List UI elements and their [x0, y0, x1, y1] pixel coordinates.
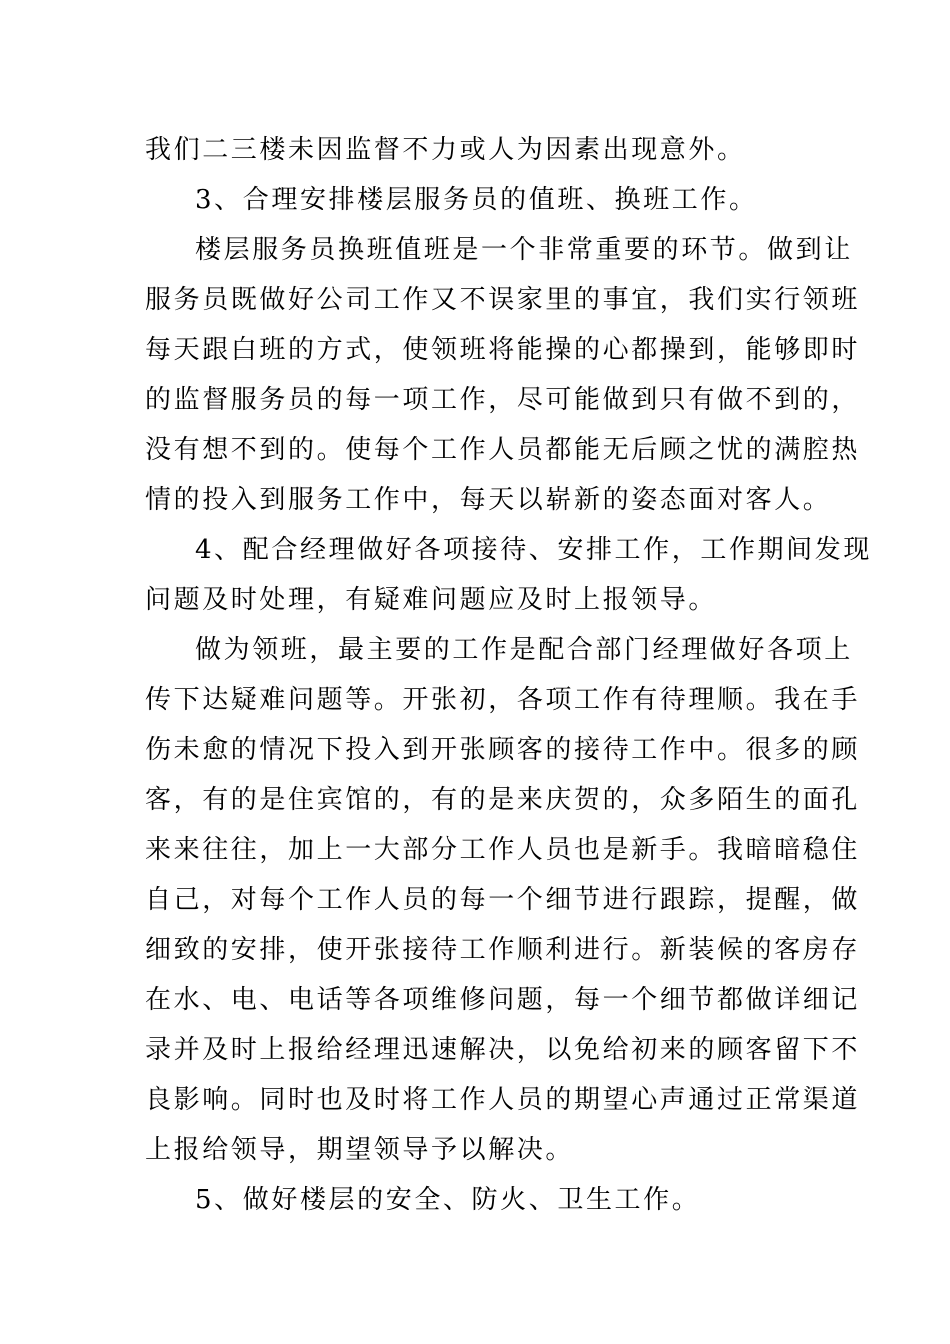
- paragraph-line: 录并及时上报给经理迅速解决，以免给初来的顾客留下不: [145, 1035, 861, 1065]
- paragraph-line: 每天跟白班的方式，使领班将能操的心都操到，能够即时: [145, 335, 861, 365]
- paragraph-line: 情的投入到服务工作中，每天以崭新的姿态面对客人。: [145, 485, 832, 515]
- paragraph-line: 客，有的是住宾馆的，有的是来庆贺的，众多陌生的面孔: [145, 785, 861, 815]
- paragraph-line: 没有想不到的。使每个工作人员都能无后顾之忧的满腔热: [145, 435, 861, 465]
- paragraph-line: 伤未愈的情况下投入到开张顾客的接待工作中。很多的顾: [145, 735, 861, 765]
- paragraph-line: 来来往往，加上一大部分工作人员也是新手。我暗暗稳住: [145, 835, 861, 865]
- paragraph-line: 服务员既做好公司工作又不误家里的事宜，我们实行领班: [145, 285, 861, 315]
- paragraph-line: 楼层服务员换班值班是一个非常重要的环节。做到让: [195, 235, 853, 265]
- section-heading-4-cont: 问题及时处理，有疑难问题应及时上报领导。: [145, 585, 718, 615]
- paragraph-line: 传下达疑难问题等。开张初，各项工作有待理顺。我在手: [145, 685, 861, 715]
- paragraph-line: 上报给领导，期望领导予以解决。: [145, 1135, 575, 1165]
- paragraph-line: 细致的安排，使开张接待工作顺利进行。新装候的客房存: [145, 935, 861, 965]
- paragraph-line: 的监督服务员的每一项工作，尽可能做到只有做不到的，: [145, 385, 861, 415]
- paragraph-line: 做为领班，最主要的工作是配合部门经理做好各项上: [195, 635, 853, 665]
- paragraph-line: 良影响。同时也及时将工作人员的期望心声通过正常渠道: [145, 1085, 861, 1115]
- paragraph-line: 自己，对每个工作人员的每一个细节进行跟踪，提醒，做: [145, 885, 861, 915]
- section-heading-4: 4、配合经理做好各项接待、安排工作，工作期间发现: [195, 535, 872, 565]
- paragraph-line: 在水、电、电话等各项维修问题，每一个细节都做详细记: [145, 985, 861, 1015]
- section-heading-5: 5、做好楼层的安全、防火、卫生工作。: [195, 1185, 701, 1215]
- section-heading-3: 3、合理安排楼层服务员的值班、换班工作。: [195, 185, 758, 215]
- text-line: 我们二三楼未因监督不力或人为因素出现意外。: [145, 135, 746, 165]
